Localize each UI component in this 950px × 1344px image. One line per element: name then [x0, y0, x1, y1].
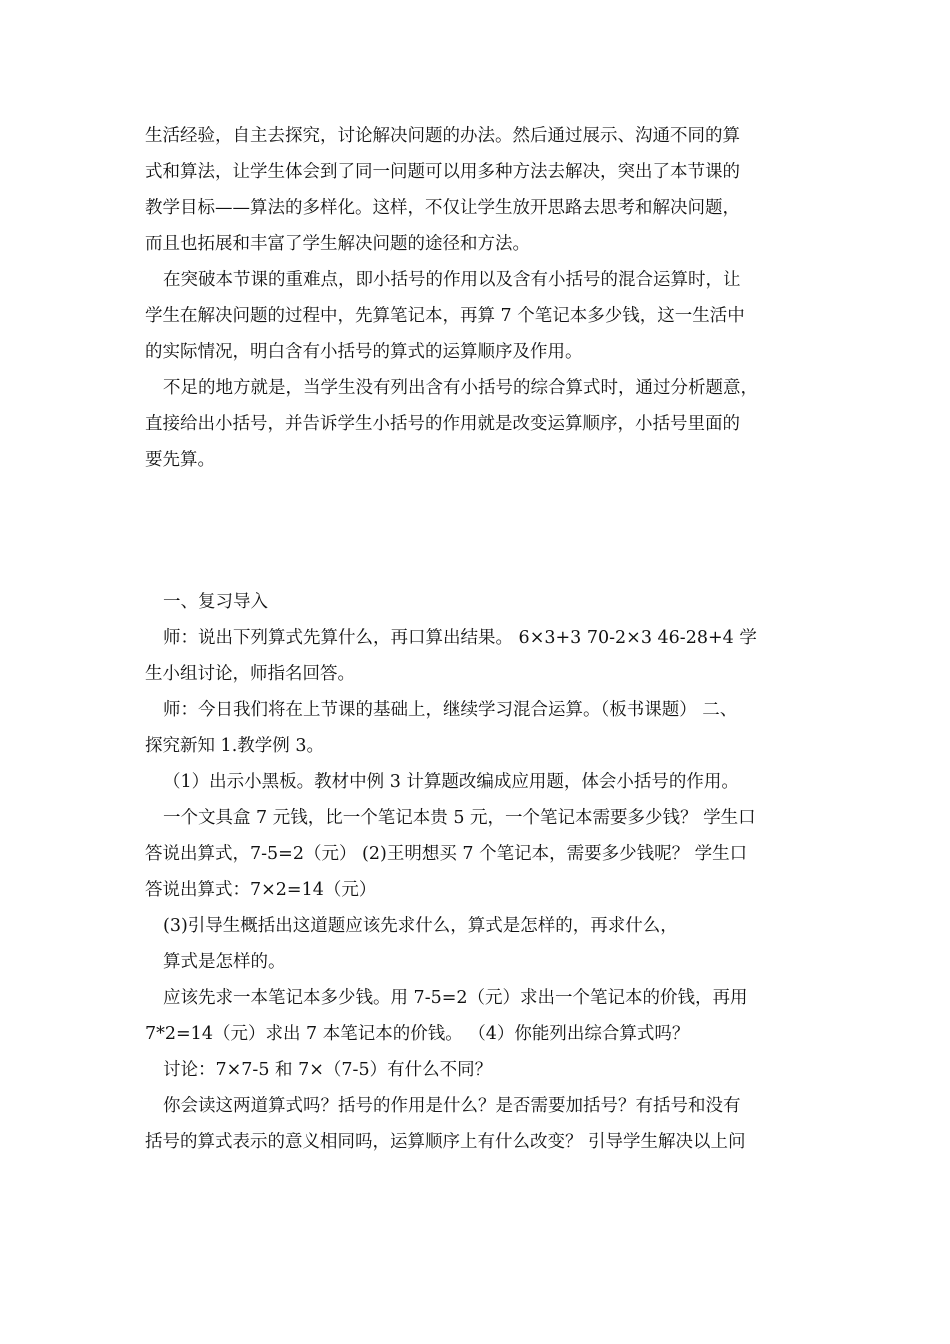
text-line: 的实际情况，明白含有小括号的算式的运算顺序及作用。 — [145, 342, 583, 362]
text-line: 应该先求一本笔记本多少钱。用 7-5=2（元）求出一个笔记本的价钱，再用 — [163, 988, 748, 1008]
text-line: 算式是怎样的。 — [163, 952, 286, 972]
text-line: 学生在解决问题的过程中，先算笔记本，再算 7 个笔记本多少钱，这一生活中 — [145, 306, 745, 326]
section-heading: 一、复习导入 — [163, 592, 268, 612]
text-line: 在突破本节课的重难点，即小括号的作用以及含有小括号的混合运算时，让 — [163, 270, 741, 290]
text-line: 要先算。 — [145, 450, 215, 470]
text-line: 一个文具盒 7 元钱，比一个笔记本贵 5 元，一个笔记本需要多少钱？ 学生口 — [163, 808, 756, 828]
text-line: 师：说出下列算式先算什么，再口算出结果。 6×3+3 70-2×3 46-28+4 学 — [163, 628, 757, 648]
text-line: 答说出算式：7×2=14（元） — [145, 880, 377, 900]
text-line: 直接给出小括号，并告诉学生小括号的作用就是改变运算顺序，小括号里面的 — [145, 414, 740, 434]
text-line: 教学目标——算法的多样化。这样，不仅让学生放开思路去思考和解决问题， — [145, 198, 740, 218]
text-line: 探究新知 1.教学例 3。 — [145, 736, 324, 756]
text-line: 你会读这两道算式吗？括号的作用是什么？是否需要加括号？有括号和没有 — [163, 1096, 741, 1116]
text-line: 式和算法，让学生体会到了同一问题可以用多种方法去解决，突出了本节课的 — [145, 162, 740, 182]
text-line: 讨论：7×7-5 和 7×（7-5）有什么不同？ — [163, 1060, 493, 1080]
text-line: 括号的算式表示的意义相同吗，运算顺序上有什么改变？ 引导学生解决以上问 — [145, 1132, 746, 1152]
text-line: 而且也拓展和丰富了学生解决问题的途径和方法。 — [145, 234, 530, 254]
text-line: 7*2=14（元）求出 7 本笔记本的价钱。 （4）你能列出综合算式吗？ — [145, 1024, 690, 1044]
text-line: 答说出算式，7-5=2（元） (2)王明想买 7 个笔记本，需要多少钱呢？ 学生口 — [145, 844, 748, 864]
text-line: 生小组讨论，师指名回答。 — [145, 664, 355, 684]
text-line: 不足的地方就是，当学生没有列出含有小括号的综合算式时，通过分析题意， — [163, 378, 758, 398]
text-line: 生活经验，自主去探究，讨论解决问题的办法。然后通过展示、沟通不同的算 — [145, 126, 740, 146]
text-line: (3)引导生概括出这道题应该先求什么，算式是怎样的，再求什么， — [163, 916, 678, 936]
text-line: 师：今日我们将在上节课的基础上，继续学习混合运算。（板书课题） 二、 — [163, 700, 738, 720]
text-line: （1）出示小黑板。教材中例 3 计算题改编成应用题，体会小括号的作用。 — [163, 772, 739, 792]
